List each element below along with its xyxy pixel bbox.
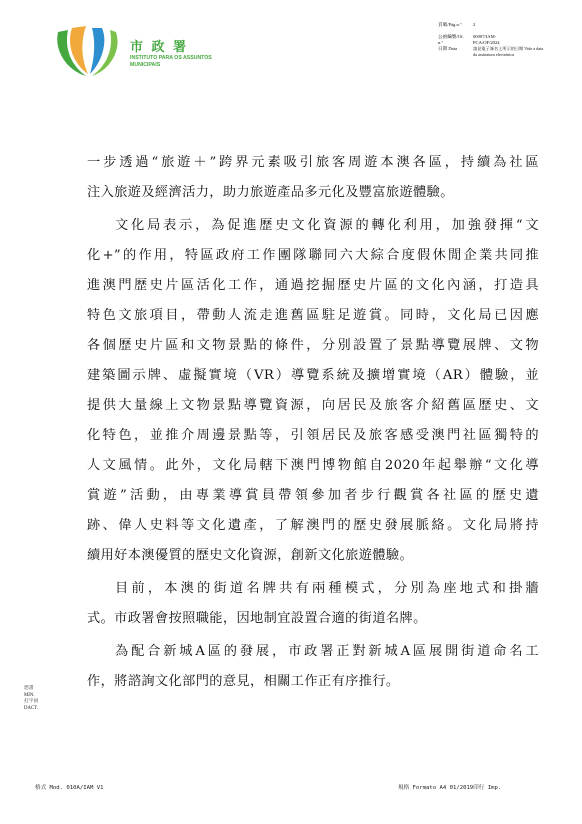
paragraph-line: 文化局表示，為促進歷史文化資源的轉化利用，加強發揮“文 [115,218,539,233]
paragraph-line: 為配合新城A區的發展，市政署正對新城A區展開街道命名工 [115,644,539,659]
paragraph-line: 建築圖示牌、虛擬實境（VR）導覽系統及擴增實境（AR）體驗，並 [87,368,539,383]
paragraph-line: 提供大量線上文物景點導覽資源，向居民及旅客介紹舊區歷史、文 [87,398,539,413]
page-number-value: 2 [473,22,476,27]
paragraph-2 [87,211,539,571]
institution-name-chinese: 市 政 署 [130,40,189,55]
paragraph-3 [87,574,539,634]
side-note-line: 您書 [24,686,34,691]
paragraph-line: 作，將諮詢文化部門的意見，相關工作正有序推行。 [87,674,400,689]
paragraph-line: 特色文旅項目，帶動人流走進舊區駐足遊賞。同時，文化局已因應 [87,308,539,323]
paragraph-line: 人文風情。此外，文化局轄下澳門博物館自2020年起舉辦“文化導 [87,458,539,473]
logo-flame-icon [52,22,126,78]
paragraph-line: 化特色，並推介周邊景點等，引領居民及旅客感受澳門社區獨特的 [87,428,539,443]
paragraph-line: 賞遊”活動，由專業導賞員帶領參加者步行觀賞各社區的歷史遺 [87,488,539,503]
date-value: 請見電子簽名上所示的日期 Vide a data da assinatura electrónica [473,46,544,57]
institution-logo [52,22,212,78]
paragraph-line: 進澳門歷史片區活化工作，通過挖掘歷史片區的文化內涵，打造具 [87,278,539,293]
letter-body [87,148,539,700]
reference-label: 公函編號/Of. n.º [438,34,464,45]
side-note-line: 打字員 [24,699,39,704]
date-label: 日期 Data [438,46,458,51]
side-annotation [24,686,38,712]
paragraph-line: 跡、偉人史料等文化遺產，了解澳門的歷史發展脈絡。文化局將持 [87,518,539,533]
paragraph-4 [87,637,539,697]
paragraph-line: 注入旅遊及經濟活力，助力旅遊產品多元化及豐富旅遊體驗。 [87,185,454,200]
paragraph-line: 各個歷史片區和文物景點的條件，分別設置了景點導覽展牌、文物 [87,338,539,353]
side-note-line: MIN. [24,692,35,698]
footer-form-code: 格式 Mod. 010A/IAM V1 [35,785,104,791]
page-number-label: 頁碼/Pág.n.º [438,22,462,27]
footer-format-info: 規格 Formato A4 01/2019印行 Imp. [398,785,502,791]
paragraph-line: 續用好本澳優質的歷史文化資源，創新文化旅遊體驗。 [87,548,414,563]
side-note-line: DACT. [24,705,38,711]
paragraph-1 [87,148,539,208]
paragraph-line: 式。市政署會按照職能，因地制宜設置合適的街道名牌。 [87,611,427,626]
paragraph-line: 一步透過“旅遊＋”跨界元素吸引旅客周遊本澳各區，持續為社區 [87,155,539,170]
institution-name-portuguese: INSTITUTO PARA OS ASSUNTOS MUNICIPAIS [130,55,212,68]
paragraph-line: 目前，本澳的街道名牌共有兩種模式，分別為座地式和掛牆 [115,581,539,596]
paragraph-line: 化+”的作用，特區政府工作團隊聯同六大綜合度假休閒企業共同推 [87,248,539,263]
reference-value: 00007/IAM-PCA/OF/2024 [473,34,500,45]
